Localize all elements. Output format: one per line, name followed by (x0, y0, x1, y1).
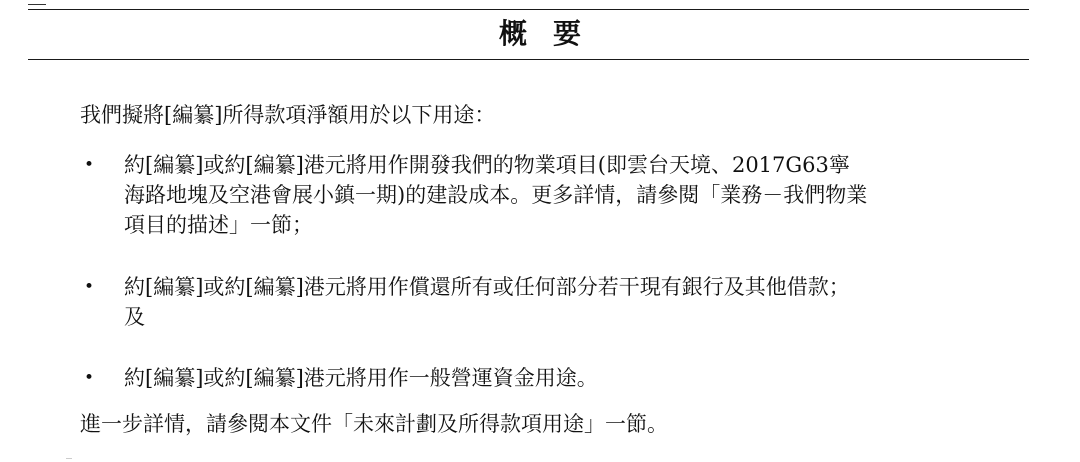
page-corner-mark (28, 0, 46, 5)
bullet-marker-3: • (84, 368, 95, 388)
header-bottom-rule (28, 59, 1029, 60)
list-item-1-line-1: 約[編纂]或約[編纂]港元將用作開發我們的物業項目(即雲台天境、2017G63寧 (124, 153, 850, 177)
list-item-1-line-2: 海路地塊及空港會展小鎮一期)的建設成本。更多詳情，請參閱「業務－我們物業 (124, 183, 868, 207)
bullet-marker-2: • (84, 277, 95, 297)
bullet-marker-1: • (84, 155, 95, 175)
scan-speck (66, 458, 72, 459)
header-top-rule (28, 9, 1029, 10)
list-item-3 (124, 363, 598, 393)
outro-paragraph: 進一步詳情，請參閱本文件「未來計劃及所得款項用途」一節。 (80, 412, 668, 436)
section-heading: 概要 (498, 17, 607, 50)
list-item-2-line-1: 約[編纂]或約[編纂]港元將用作償還所有或任何部分若干現有銀行及其他借款； (124, 275, 850, 299)
list-item-1 (124, 150, 867, 240)
intro-paragraph: 我們擬將[編纂]所得款項淨額用於以下用途： (80, 103, 496, 127)
list-item-2 (124, 272, 850, 332)
list-item-3-line-1: 約[編纂]或約[編纂]港元將用作一般營運資金用途。 (124, 366, 598, 390)
list-item-2-line-2: 及 (124, 305, 145, 329)
list-item-1-line-3: 項目的描述」一節； (124, 213, 313, 237)
